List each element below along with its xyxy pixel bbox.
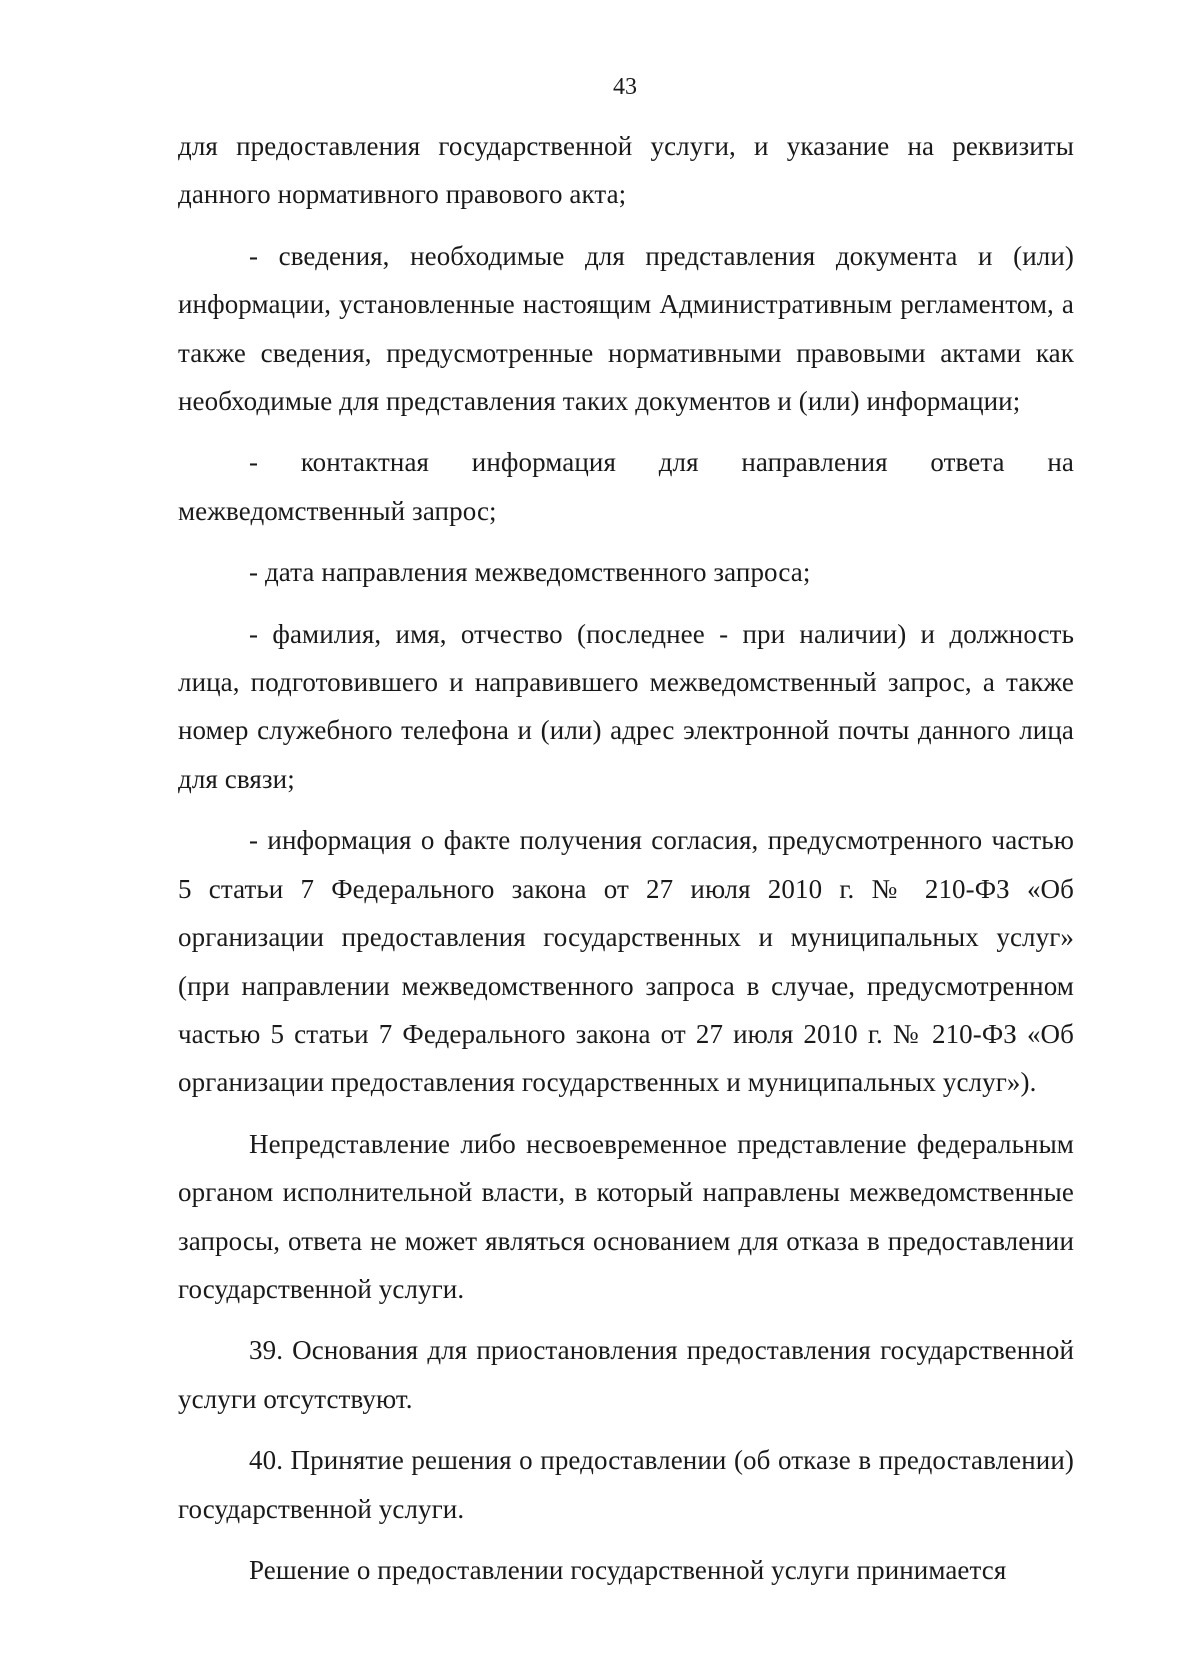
paragraph: - информация о факте получения согласия, предусмотренного частью 5 статьи 7 Федерального закона от 27 июля 2010 г. № 210-ФЗ «Об организации предоставления государственных и муниципальных услуг» (при направлении межведомственного запроса в случае, предусмотренном частью 5 статьи 7 Федерального закона от 27 июля 2010 г. № 210-ФЗ «Об организации предоставления государственных и муниципальных услуг»). (178, 825, 1074, 1098)
paragraph: 39. Основания для приостановления предоставления государственной услуги отсутствуют. (178, 1335, 1074, 1414)
paragraph: 40. Принятие решения о предоставлении (об отказе в предоставлении) государственной услуги. (178, 1445, 1074, 1524)
paragraph: - контактная информация для направления ответа на межведомственный запрос; (178, 447, 1074, 526)
paragraph: для предоставления государственной услуги, и указание на реквизиты данного нормативного правового акта; (178, 131, 1074, 210)
paragraph: - дата направления межведомственного запроса; (249, 557, 811, 588)
document-body (178, 122, 1074, 1594)
paragraph: - фамилия, имя, отчество (последнее - при наличии) и должность лица, подготовившего и направившего межведомственный запрос, а также номер служебного телефона и (или) адрес электронной почты данного лица для связи; (178, 618, 1074, 794)
paragraph: Непредставление либо несвоевременное представление федеральным органом исполнительной власти, в который направлены межведомственные запросы, ответа не может являться основанием для отказа в предоставлении государственной услуги. (178, 1128, 1074, 1304)
page-number: 43 (613, 74, 637, 100)
paragraph: - сведения, необходимые для представления документа и (или) информации, установленные настоящим Административным регламентом, а также сведения, предусмотренные нормативными правовыми актами как необходимые для представления таких документов и (или) информации; (178, 240, 1074, 417)
paragraph: Решение о предоставлении государственной услуги принимается (249, 1554, 1007, 1585)
